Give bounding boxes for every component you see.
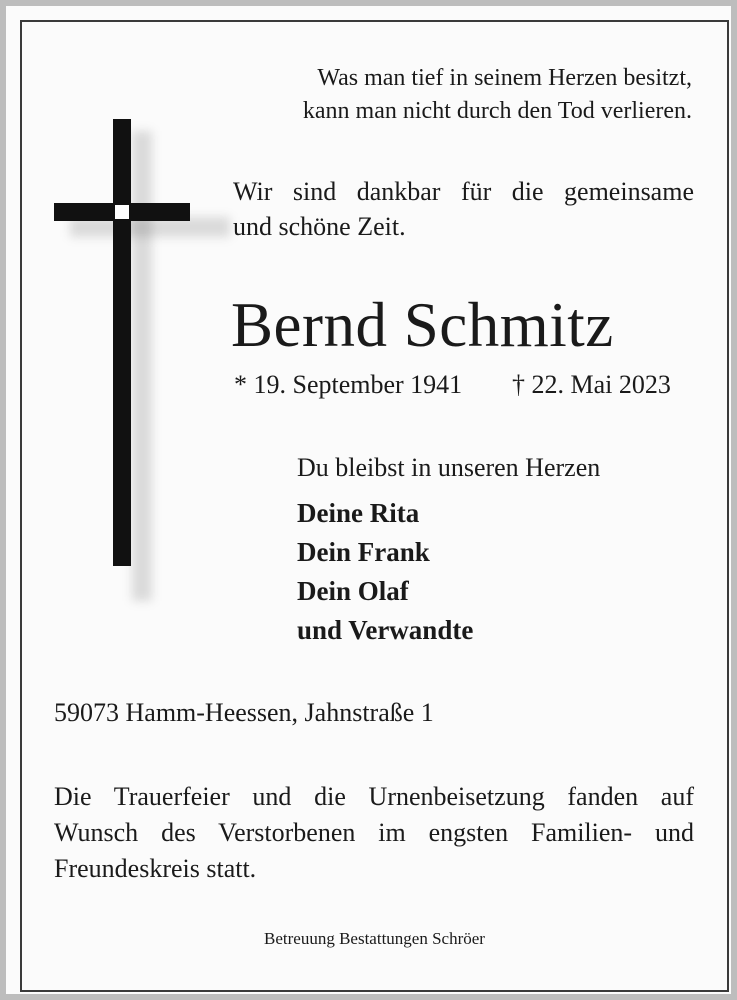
address: 59073 Hamm-Heessen, Jahnstraße 1: [54, 698, 434, 727]
notice-line: Die Trauerfeier und die Urnenbeisetzung fanden auf: [54, 782, 694, 811]
gratitude-line: Wir sind dankbar für die gemeinsame: [233, 177, 694, 206]
notice-line: Freundeskreis statt.: [54, 854, 257, 883]
mourner-list: [297, 494, 473, 650]
funeral-home: Betreuung Bestattungen Schröer: [264, 929, 485, 948]
funeral-notice: [54, 779, 694, 887]
gratitude-text: [233, 174, 694, 244]
deceased-name: Bernd Schmitz: [231, 290, 614, 360]
cross-icon: [54, 119, 190, 566]
mourner-name: und Verwandte: [297, 615, 474, 645]
remembrance-line: Du bleibst in unseren Herzen: [297, 453, 601, 482]
mourner-name: Dein Frank: [297, 537, 430, 567]
quote-line: Was man tief in seinem Herzen besitzt,: [317, 65, 692, 91]
notice-line: Wunsch des Verstorbenen im engsten Familien- und: [54, 818, 694, 847]
opening-quote: [256, 62, 692, 128]
mourner-name: Dein Olaf: [297, 576, 409, 606]
birth-date: * 19. September 1941: [234, 370, 463, 399]
quote-line: kann man nicht durch den Tod verlieren.: [302, 98, 692, 124]
death-date: † 22. Mai 2023: [512, 370, 671, 399]
mourner-name: Deine Rita: [297, 498, 420, 528]
gratitude-line: und schöne Zeit.: [233, 212, 406, 241]
